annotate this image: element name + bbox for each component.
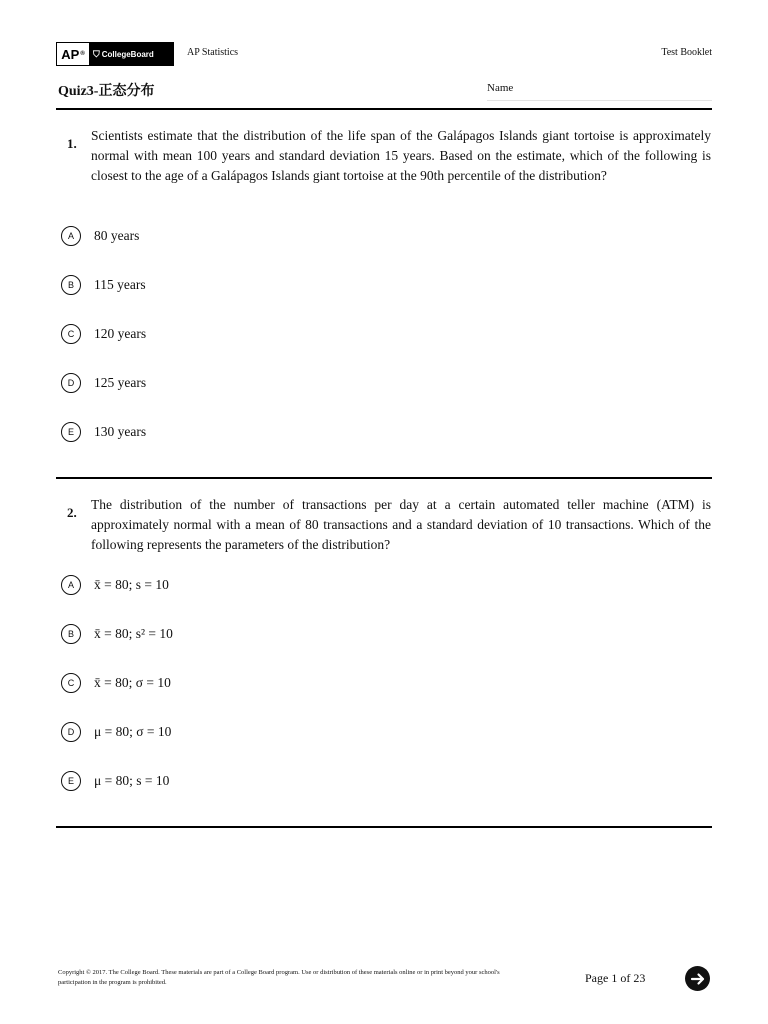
arrow-right-icon [690, 971, 706, 987]
option-letter[interactable]: A [61, 226, 81, 246]
booklet-label: Test Booklet [661, 47, 712, 58]
option-letter[interactable]: B [61, 624, 81, 644]
course-name: AP Statistics [187, 47, 239, 58]
ap-collegeboard-logo [56, 42, 174, 66]
name-label: Name [487, 82, 514, 94]
option-letter[interactable]: E [61, 771, 81, 791]
option-text: x̄ = 80; σ = 10 [94, 675, 171, 690]
question-1-option-b[interactable] [61, 274, 146, 296]
option-text: x̄ = 80; s² = 10 [94, 626, 173, 641]
option-letter[interactable]: E [61, 422, 81, 442]
collegeboard-logo: ⛉ CollegeBoard [93, 48, 154, 59]
question-1-option-d[interactable] [61, 372, 146, 394]
option-text: 115 years [94, 277, 146, 292]
option-text: 80 years [94, 228, 140, 243]
question-2-text: The distribution of the number of transactions per day at a certain automated teller machine (ATM) is approximately normal with a mean of 80 transactions and a standard deviation of 10 transactions. Which of the following represents the parameters of the distribution? [91, 497, 711, 552]
option-letter[interactable]: C [61, 324, 81, 344]
option-letter[interactable]: A [61, 575, 81, 595]
copyright-notice: Copyright © 2017. The College Board. These materials are part of a College Board program. Use or distribution of these materials online or in print beyond your school's participation in the program is prohibited. [58, 969, 500, 986]
ap-logo: AP ® [57, 43, 89, 65]
question-2-option-b[interactable] [61, 623, 173, 645]
acorn-icon: ⛉ [93, 48, 100, 59]
option-text: μ = 80; s = 10 [94, 773, 170, 788]
question-1-text: Scientists estimate that the distribution of the life span of the Galápagos Islands giant tortoise is approximately normal with mean 100 years and standard deviation 15 years. Based on the estimate, which of the following is closest to the age of a Galápagos Islands giant tortoise at the 90th percentile of the distribution? [91, 128, 711, 183]
question-2-option-d[interactable] [61, 721, 171, 743]
question-2-number: 2. [67, 505, 77, 520]
question-1-number: 1. [67, 136, 77, 151]
option-text: 125 years [94, 375, 147, 390]
option-text: 120 years [94, 326, 147, 341]
question-divider [56, 826, 712, 828]
option-text: 130 years [94, 424, 147, 439]
question-2-option-c[interactable] [61, 672, 171, 694]
page-title: Quiz3-正态分布 [58, 84, 155, 99]
question-1-option-c[interactable] [61, 323, 146, 345]
option-letter[interactable]: D [61, 373, 81, 393]
name-field-line[interactable] [487, 100, 712, 101]
next-page-button[interactable] [685, 966, 710, 991]
option-letter[interactable]: B [61, 275, 81, 295]
question-1-option-a[interactable] [61, 225, 139, 247]
option-text: μ = 80; σ = 10 [94, 724, 172, 739]
question-divider [56, 477, 712, 479]
option-text: x̄ = 80; s = 10 [94, 577, 169, 592]
option-letter[interactable]: D [61, 722, 81, 742]
question-2-option-a[interactable] [61, 574, 169, 596]
header-divider [56, 108, 712, 110]
question-2-option-e[interactable] [61, 770, 169, 792]
page-number: Page 1 of 23 [585, 971, 646, 985]
option-letter[interactable]: C [61, 673, 81, 693]
question-1-option-e[interactable] [61, 421, 146, 443]
